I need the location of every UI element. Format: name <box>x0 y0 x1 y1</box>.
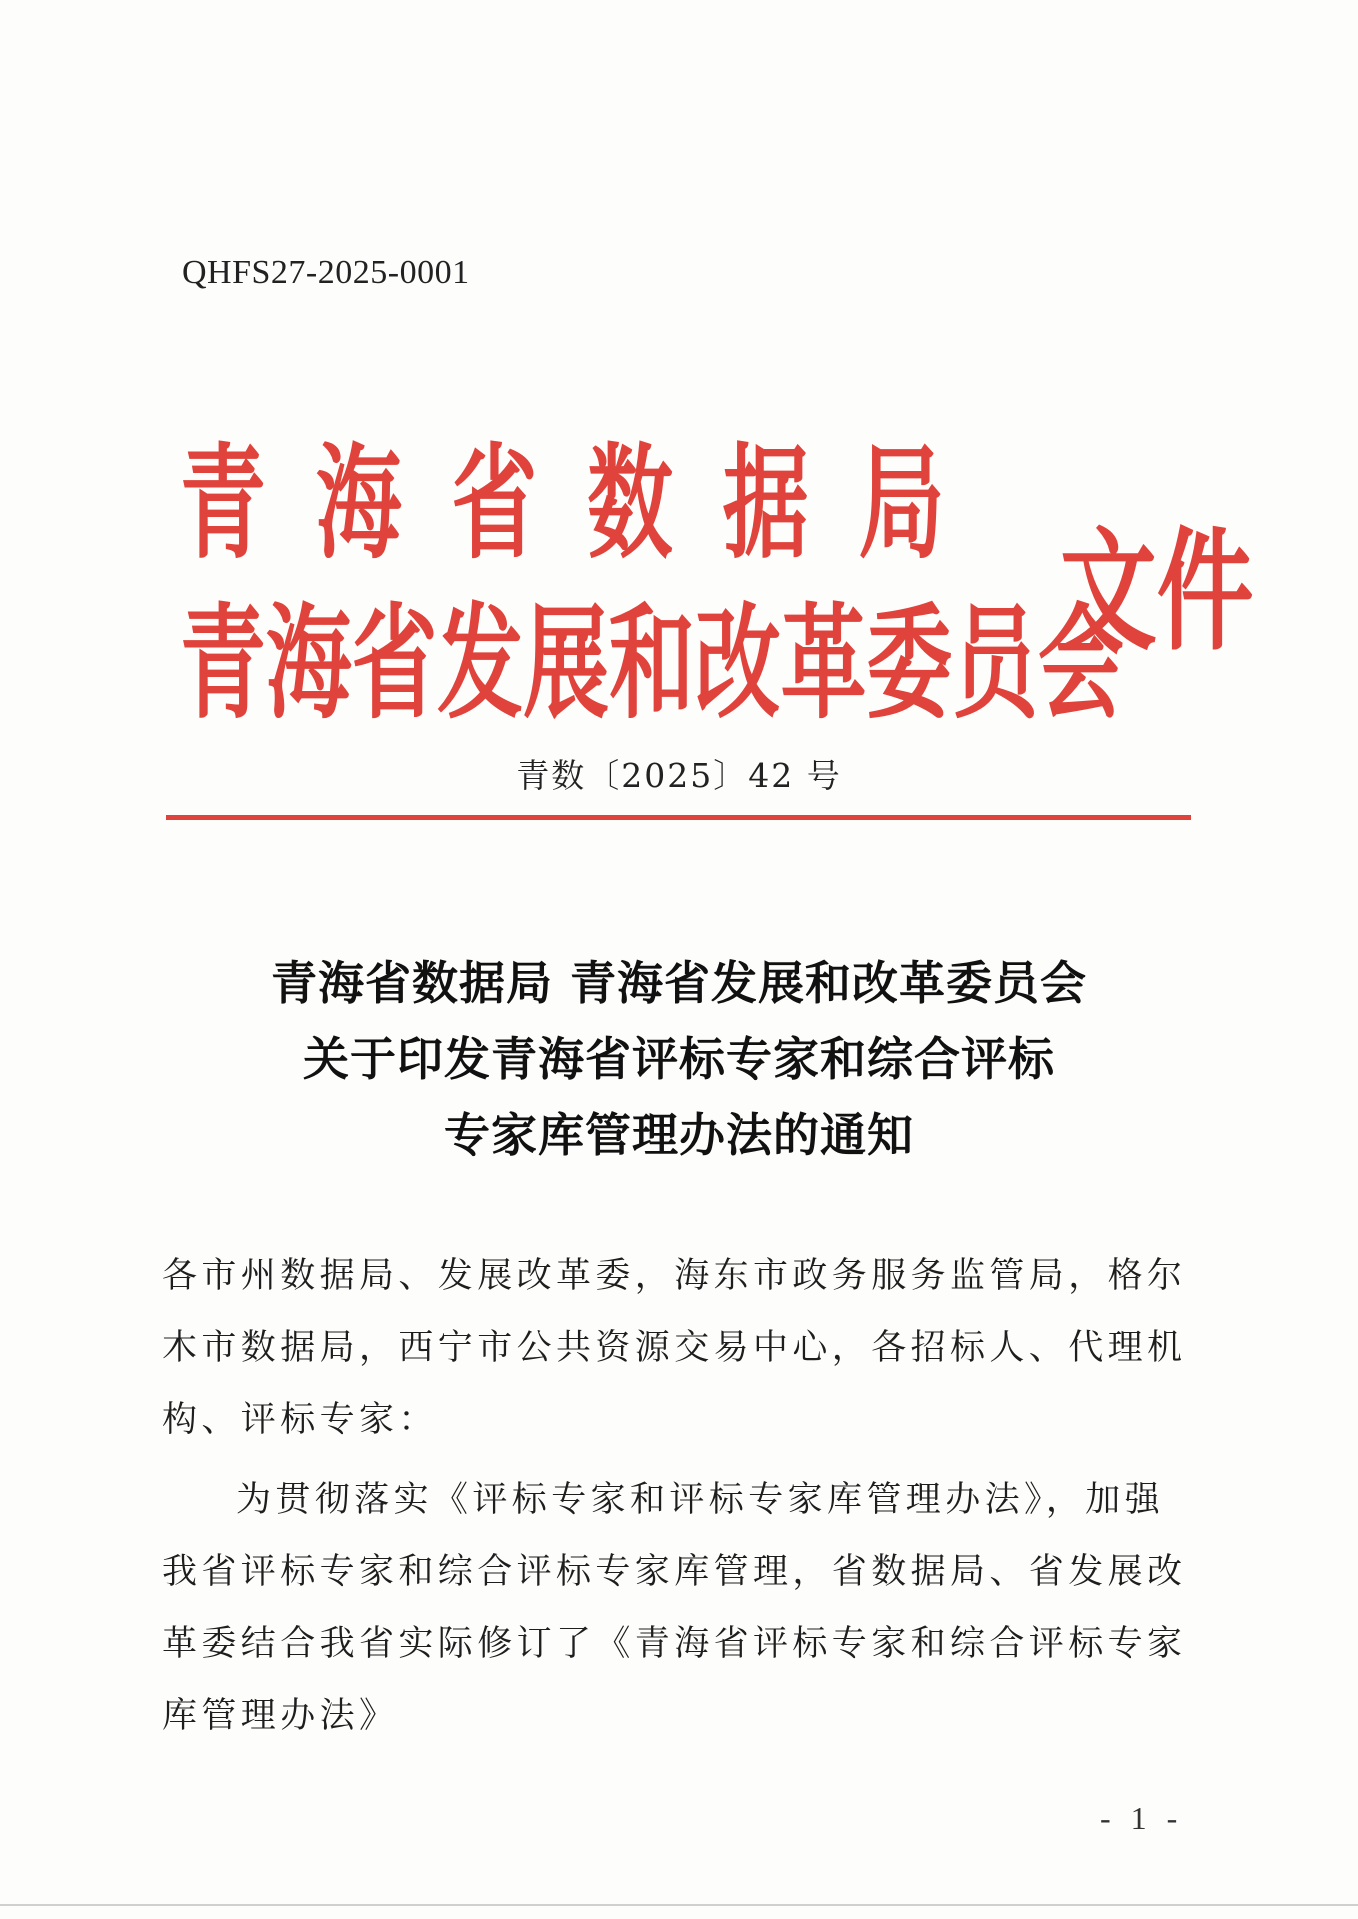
document-number: 青数〔2025〕42 号 <box>516 756 842 795</box>
recipients-paragraph: 各市州数据局、发展改革委，海东市政务服务监管局，格尔木市数据局，西宁市公共资源交易中心，各招标人、代理机构、评标专家： <box>162 1256 1187 1440</box>
page-number: - 1 - <box>1100 1800 1184 1836</box>
red-separator-line <box>166 815 1191 820</box>
notice-title-line-1: 青海省数据局 青海省发展和改革委员会 <box>270 956 1087 1010</box>
notice-title-line-2: 关于印发青海省评标专家和综合评标 <box>303 1032 1055 1086</box>
document-code: QHFS27-2025-0001 <box>182 254 470 291</box>
notice-body <box>162 1240 1192 1752</box>
notice-title-line-3: 专家库管理办法的通知 <box>444 1108 914 1162</box>
notice-title <box>0 945 1358 1173</box>
red-masthead <box>180 405 1254 736</box>
masthead-document-suffix: 文件 <box>1060 513 1254 669</box>
issuer-name-development-reform-commission: 青海省发展和改革委员会 <box>180 590 1124 736</box>
body-paragraph: 为贯彻落实《评标专家和评标专家库管理办法》，加强我省评标专家和综合评标专家库管理，省数据局、省发展改革委结合我省实际修订了《青海省评标专家和综合评标专家库管理办法》 <box>162 1480 1187 1736</box>
issuer-name-data-bureau: 青海省数据局 <box>180 430 995 576</box>
scan-bottom-edge <box>0 1904 1358 1906</box>
